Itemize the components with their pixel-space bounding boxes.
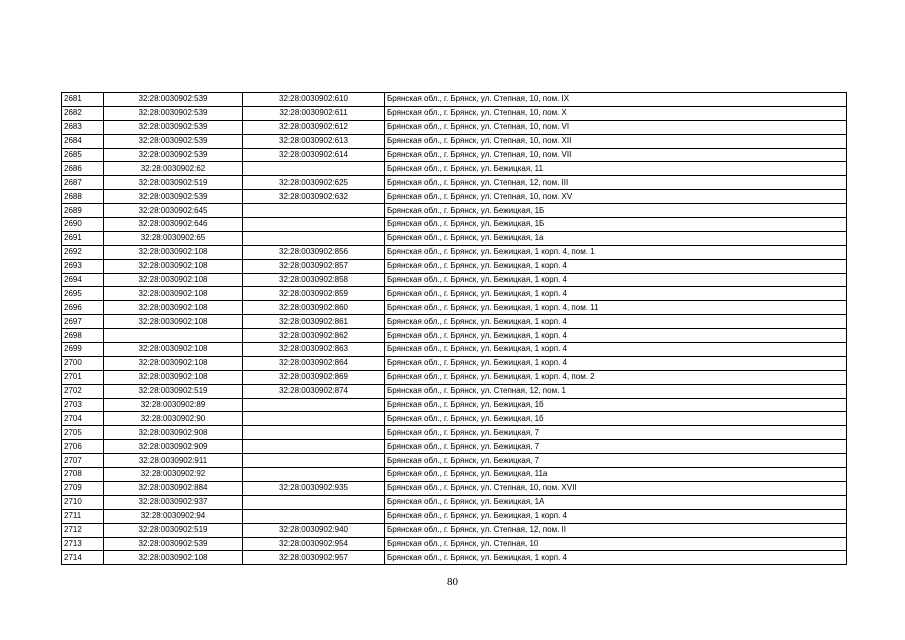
row-number-cell: 2682 xyxy=(62,106,104,120)
address-cell: Брянская обл., г. Брянск, ул. Степная, 12, пом. III xyxy=(385,176,847,190)
table-row xyxy=(62,273,847,287)
cadastral-number-cell: 32:28:0030902:614 xyxy=(243,148,385,162)
parent-cadastral-number-cell: 32:28:0030902:519 xyxy=(104,384,243,398)
cadastral-number-cell: 32:28:0030902:610 xyxy=(243,93,385,107)
parent-cadastral-number-cell: 32:28:0030902:539 xyxy=(104,120,243,134)
table-row xyxy=(62,148,847,162)
cadastral-number-cell: 32:28:0030902:612 xyxy=(243,120,385,134)
address-cell: Брянская обл., г. Брянск, ул. Степная, 12, пом. 1 xyxy=(385,384,847,398)
parent-cadastral-number-cell: 32:28:0030902:108 xyxy=(104,551,243,565)
parent-cadastral-number-cell: 32:28:0030902:539 xyxy=(104,134,243,148)
address-cell: Брянская обл., г. Брянск, ул. Степная, 10, пом. VII xyxy=(385,148,847,162)
row-number-cell: 2705 xyxy=(62,426,104,440)
cadastral-number-cell: 32:28:0030902:864 xyxy=(243,356,385,370)
registry-table-body xyxy=(62,93,847,565)
address-cell: Брянская обл., г. Брянск, ул. Степная, 10, пом. VI xyxy=(385,120,847,134)
cadastral-number-cell: 32:28:0030902:859 xyxy=(243,287,385,301)
table-row xyxy=(62,315,847,329)
row-number-cell: 2689 xyxy=(62,204,104,218)
cadastral-number-cell xyxy=(243,440,385,454)
parent-cadastral-number-cell: 32:28:0030902:65 xyxy=(104,231,243,245)
table-row xyxy=(62,93,847,107)
address-cell: Брянская обл., г. Брянск, ул. Бежицкая, 1 корп. 4 xyxy=(385,343,847,357)
row-number-cell: 2703 xyxy=(62,398,104,412)
table-row xyxy=(62,218,847,232)
row-number-cell: 2684 xyxy=(62,134,104,148)
address-cell: Брянская обл., г. Брянск, ул. Бежицкая, 1 корп. 4 xyxy=(385,509,847,523)
address-cell: Брянская обл., г. Брянск, ул. Бежицкая, 1а xyxy=(385,231,847,245)
cadastral-number-cell: 32:28:0030902:862 xyxy=(243,329,385,343)
cadastral-number-cell: 32:28:0030902:869 xyxy=(243,370,385,384)
parent-cadastral-number-cell: 32:28:0030902:108 xyxy=(104,315,243,329)
parent-cadastral-number-cell: 32:28:0030902:94 xyxy=(104,509,243,523)
table-row xyxy=(62,134,847,148)
table-row xyxy=(62,231,847,245)
table-row xyxy=(62,468,847,482)
parent-cadastral-number-cell: 32:28:0030902:539 xyxy=(104,93,243,107)
cadastral-number-cell: 32:28:0030902:625 xyxy=(243,176,385,190)
address-cell: Брянская обл., г. Брянск, ул. Степная, 10, пом. XV xyxy=(385,190,847,204)
table-row xyxy=(62,287,847,301)
address-cell: Брянская обл., г. Брянск, ул. Бежицкая, 7 xyxy=(385,426,847,440)
row-number-cell: 2697 xyxy=(62,315,104,329)
address-cell: Брянская обл., г. Брянск, ул. Бежицкая, 1 корп. 4 xyxy=(385,273,847,287)
parent-cadastral-number-cell: 32:28:0030902:539 xyxy=(104,190,243,204)
parent-cadastral-number-cell: 32:28:0030902:539 xyxy=(104,106,243,120)
row-number-cell: 2691 xyxy=(62,231,104,245)
row-number-cell: 2694 xyxy=(62,273,104,287)
cadastral-number-cell xyxy=(243,454,385,468)
row-number-cell: 2713 xyxy=(62,537,104,551)
cadastral-number-cell: 32:28:0030902:874 xyxy=(243,384,385,398)
cadastral-number-cell: 32:28:0030902:861 xyxy=(243,315,385,329)
parent-cadastral-number-cell: 32:28:0030902:646 xyxy=(104,218,243,232)
address-cell: Брянская обл., г. Брянск, ул. Бежицкая, 11 xyxy=(385,162,847,176)
parent-cadastral-number-cell: 32:28:0030902:108 xyxy=(104,370,243,384)
cadastral-number-cell: 32:28:0030902:940 xyxy=(243,523,385,537)
cadastral-registry-table xyxy=(61,92,847,565)
cadastral-number-cell: 32:28:0030902:935 xyxy=(243,481,385,495)
cadastral-number-cell: 32:28:0030902:860 xyxy=(243,301,385,315)
address-cell: Брянская обл., г. Брянск, ул. Бежицкая, 1 корп. 4 xyxy=(385,315,847,329)
address-cell: Брянская обл., г. Брянск, ул. Бежицкая, 1б xyxy=(385,398,847,412)
row-number-cell: 2701 xyxy=(62,370,104,384)
table-row xyxy=(62,398,847,412)
parent-cadastral-number-cell: 32:28:0030902:108 xyxy=(104,301,243,315)
address-cell: Брянская обл., г. Брянск, ул. Бежицкая, 1Б xyxy=(385,218,847,232)
row-number-cell: 2714 xyxy=(62,551,104,565)
address-cell: Брянская обл., г. Брянск, ул. Бежицкая, 1 корп. 4 xyxy=(385,287,847,301)
row-number-cell: 2693 xyxy=(62,259,104,273)
cadastral-number-cell: 32:28:0030902:857 xyxy=(243,259,385,273)
address-cell: Брянская обл., г. Брянск, ул. Бежицкая, 1 корп. 4, пом. 11 xyxy=(385,301,847,315)
row-number-cell: 2683 xyxy=(62,120,104,134)
row-number-cell: 2695 xyxy=(62,287,104,301)
parent-cadastral-number-cell: 32:28:0030902:539 xyxy=(104,537,243,551)
address-cell: Брянская обл., г. Брянск, ул. Бежицкая, 1б xyxy=(385,412,847,426)
cadastral-number-cell: 32:28:0030902:611 xyxy=(243,106,385,120)
row-number-cell: 2712 xyxy=(62,523,104,537)
cadastral-number-cell xyxy=(243,468,385,482)
cadastral-number-cell xyxy=(243,162,385,176)
table-row xyxy=(62,356,847,370)
address-cell: Брянская обл., г. Брянск, ул. Бежицкая, 7 xyxy=(385,440,847,454)
address-cell: Брянская обл., г. Брянск, ул. Степная, 10, пом. XVII xyxy=(385,481,847,495)
cadastral-number-cell: 32:28:0030902:957 xyxy=(243,551,385,565)
table-row xyxy=(62,537,847,551)
address-cell: Брянская обл., г. Брянск, ул. Бежицкая, 1 корп. 4, пом. 1 xyxy=(385,245,847,259)
row-number-cell: 2687 xyxy=(62,176,104,190)
parent-cadastral-number-cell: 32:28:0030902:911 xyxy=(104,454,243,468)
address-cell: Брянская обл., г. Брянск, ул. Степная, 10, пом. X xyxy=(385,106,847,120)
cadastral-number-cell: 32:28:0030902:858 xyxy=(243,273,385,287)
parent-cadastral-number-cell: 32:28:0030902:108 xyxy=(104,259,243,273)
cadastral-number-cell xyxy=(243,495,385,509)
parent-cadastral-number-cell: 32:28:0030902:108 xyxy=(104,245,243,259)
table-row xyxy=(62,495,847,509)
cadastral-number-cell: 32:28:0030902:954 xyxy=(243,537,385,551)
address-cell: Брянская обл., г. Брянск, ул. Бежицкая, 1А xyxy=(385,495,847,509)
address-cell: Брянская обл., г. Брянск, ул. Степная, 12, пом. II xyxy=(385,523,847,537)
address-cell: Брянская обл., г. Брянск, ул. Бежицкая, 1 корп. 4 xyxy=(385,259,847,273)
address-cell: Брянская обл., г. Брянск, ул. Бежицкая, 11а xyxy=(385,468,847,482)
table-row xyxy=(62,301,847,315)
row-number-cell: 2681 xyxy=(62,93,104,107)
address-cell: Брянская обл., г. Брянск, ул. Бежицкая, 1Б xyxy=(385,204,847,218)
table-row xyxy=(62,329,847,343)
table-row xyxy=(62,551,847,565)
table-row xyxy=(62,259,847,273)
table-row xyxy=(62,204,847,218)
parent-cadastral-number-cell: 32:28:0030902:937 xyxy=(104,495,243,509)
page-number: 80 xyxy=(447,576,458,588)
parent-cadastral-number-cell xyxy=(104,329,243,343)
row-number-cell: 2690 xyxy=(62,218,104,232)
parent-cadastral-number-cell: 32:28:0030902:884 xyxy=(104,481,243,495)
address-cell: Брянская обл., г. Брянск, ул. Бежицкая, 1 корп. 4 xyxy=(385,329,847,343)
table-row xyxy=(62,384,847,398)
table-row xyxy=(62,412,847,426)
row-number-cell: 2685 xyxy=(62,148,104,162)
parent-cadastral-number-cell: 32:28:0030902:90 xyxy=(104,412,243,426)
row-number-cell: 2709 xyxy=(62,481,104,495)
table-row xyxy=(62,481,847,495)
table-row xyxy=(62,454,847,468)
row-number-cell: 2707 xyxy=(62,454,104,468)
parent-cadastral-number-cell: 32:28:0030902:539 xyxy=(104,148,243,162)
table-row xyxy=(62,176,847,190)
parent-cadastral-number-cell: 32:28:0030902:92 xyxy=(104,468,243,482)
cadastral-number-cell: 32:28:0030902:632 xyxy=(243,190,385,204)
parent-cadastral-number-cell: 32:28:0030902:62 xyxy=(104,162,243,176)
table-row xyxy=(62,440,847,454)
parent-cadastral-number-cell: 32:28:0030902:519 xyxy=(104,176,243,190)
address-cell: Брянская обл., г. Брянск, ул. Бежицкая, 1 корп. 4 xyxy=(385,356,847,370)
row-number-cell: 2710 xyxy=(62,495,104,509)
cadastral-number-cell: 32:28:0030902:613 xyxy=(243,134,385,148)
table-row xyxy=(62,245,847,259)
cadastral-number-cell xyxy=(243,218,385,232)
cadastral-number-cell xyxy=(243,231,385,245)
table-row xyxy=(62,106,847,120)
table-row xyxy=(62,190,847,204)
address-cell: Брянская обл., г. Брянск, ул. Степная, 10, пом. XII xyxy=(385,134,847,148)
address-cell: Брянская обл., г. Брянск, ул. Бежицкая, 1 корп. 4, пом. 2 xyxy=(385,370,847,384)
row-number-cell: 2698 xyxy=(62,329,104,343)
row-number-cell: 2708 xyxy=(62,468,104,482)
table-row xyxy=(62,509,847,523)
parent-cadastral-number-cell: 32:28:0030902:89 xyxy=(104,398,243,412)
row-number-cell: 2700 xyxy=(62,356,104,370)
row-number-cell: 2686 xyxy=(62,162,104,176)
row-number-cell: 2711 xyxy=(62,509,104,523)
parent-cadastral-number-cell: 32:28:0030902:645 xyxy=(104,204,243,218)
parent-cadastral-number-cell: 32:28:0030902:108 xyxy=(104,273,243,287)
cadastral-number-cell xyxy=(243,398,385,412)
address-cell: Брянская обл., г. Брянск, ул. Бежицкая, 1 корп. 4 xyxy=(385,551,847,565)
row-number-cell: 2699 xyxy=(62,343,104,357)
address-cell: Брянская обл., г. Брянск, ул. Степная, 10, пом. IX xyxy=(385,93,847,107)
parent-cadastral-number-cell: 32:28:0030902:108 xyxy=(104,287,243,301)
row-number-cell: 2688 xyxy=(62,190,104,204)
table-row xyxy=(62,120,847,134)
table-row xyxy=(62,426,847,440)
row-number-cell: 2706 xyxy=(62,440,104,454)
cadastral-number-cell: 32:28:0030902:856 xyxy=(243,245,385,259)
row-number-cell: 2696 xyxy=(62,301,104,315)
cadastral-number-cell: 32:28:0030902:863 xyxy=(243,343,385,357)
table-row xyxy=(62,370,847,384)
cadastral-number-cell xyxy=(243,509,385,523)
cadastral-number-cell xyxy=(243,412,385,426)
cadastral-number-cell xyxy=(243,204,385,218)
parent-cadastral-number-cell: 32:28:0030902:908 xyxy=(104,426,243,440)
parent-cadastral-number-cell: 32:28:0030902:909 xyxy=(104,440,243,454)
parent-cadastral-number-cell: 32:28:0030902:108 xyxy=(104,356,243,370)
parent-cadastral-number-cell: 32:28:0030902:519 xyxy=(104,523,243,537)
table-row xyxy=(62,523,847,537)
table-row xyxy=(62,162,847,176)
address-cell: Брянская обл., г. Брянск, ул. Степная, 10 xyxy=(385,537,847,551)
address-cell: Брянская обл., г. Брянск, ул. Бежицкая, 7 xyxy=(385,454,847,468)
cadastral-number-cell xyxy=(243,426,385,440)
parent-cadastral-number-cell: 32:28:0030902:108 xyxy=(104,343,243,357)
row-number-cell: 2702 xyxy=(62,384,104,398)
row-number-cell: 2704 xyxy=(62,412,104,426)
row-number-cell: 2692 xyxy=(62,245,104,259)
table-row xyxy=(62,343,847,357)
